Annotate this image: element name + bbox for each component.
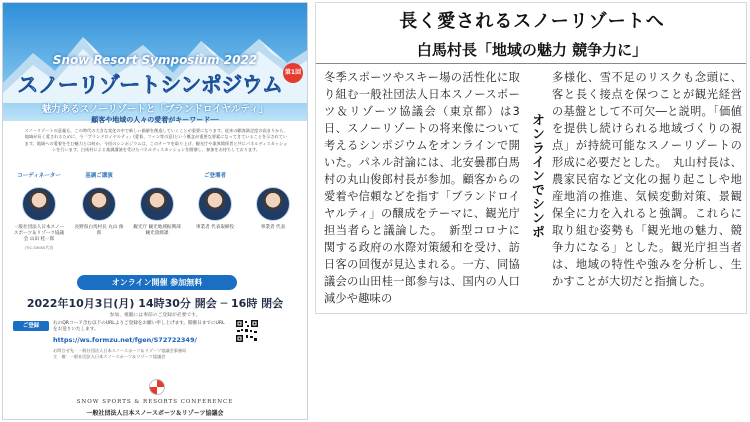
speaker-name: 一般社団法人日本スノースポーツ＆リゾーツ協議会 山田 桂一郎 <box>13 225 65 242</box>
speaker-role: ご登壇者 <box>203 173 226 179</box>
poster-subtitle-en: Snow Resort Symposium 2022 <box>52 53 258 67</box>
first-edition-badge: 第1回 <box>283 63 303 83</box>
speaker-card <box>131 171 183 271</box>
headline-divider <box>316 63 747 64</box>
speaker-role: 基調ご講演 <box>85 173 113 179</box>
speaker-card <box>247 171 299 271</box>
speaker-name: 事業者 代表 <box>260 225 286 230</box>
register-instructions: 右のQRコード含む以下のURLよりご登録をお願い申し上げます。開催日までにURLをお送りいたします。 <box>53 321 225 332</box>
speaker-name: 長野県白馬村長 丸山 俊郎 <box>74 225 124 236</box>
speaker-role: コーディネーター <box>17 173 61 179</box>
poster-tagline: 魅力あるスノーリゾートと「ブランドロイヤルティ」 <box>41 104 269 115</box>
contact-line: 主 催：一般社団法人日本スノースポーツ＆リゾーツ協議会 <box>53 354 166 359</box>
event-date: 2022年10月3日(月) 14時30分 開会 ─ 16時 閉会 <box>26 297 284 310</box>
speaker-avatar <box>256 187 290 221</box>
speaker-avatar <box>22 187 56 221</box>
organization-logo-icon <box>149 379 165 395</box>
speaker-card <box>13 171 65 271</box>
contact-info <box>53 348 253 360</box>
newspaper-article <box>315 2 747 314</box>
article-column-right: 多様化、雪不足のリスクも念頭に、客と長く接点を保つことが観光経営の基盤として不可欠―と説明。「価値を提供し続けられる地域づくりの視点」が持続可能なスノーリゾートの形成に必要だとした。 丸山村長は、農家民宿など文化の掘り起こしや地産地消の推進、気候変動対策、景観保全に力を入れると強調。これらに取り組む姿勢も「観光地の魅力、競争力になる」とした。観光庁担当者は、地域の特性や強みを分析し、生かすことが大切だと指摘した。 <box>552 71 742 288</box>
poster-description: スノーリゾートの意義も、この時代の大きな変化の中で新しい価値を創造していくことが重要になります。従来の顧客満足度の高まりから、地域が長く愛されるために、今「ブランドロイヤルティ」(愛着、ファン等の意)という概念が重要な要素になってきていることを示されています。地域への愛着を生む魅力とは何か。今回のシンポジウムは、このテーマを取り上げ、観光庁や業界関係者と共にパネルディスカッションを行います。白馬村による基調講演を受けたパネルディスカッションを開催し、参加をお待ちしております。 <box>24 128 288 153</box>
article-column-left: 冬季スポーツやスキー場の活性化に取り組む一般社団法人日本スノースポーツ＆リゾーツ協議会（東京都）は3日、スノーリゾートの将来像について考えるシンポジウムをオンラインで開いた。パネル討論には、北安曇郡白馬村の丸山俊郎村長が参加。顧客からの愛着や信頼などを指す「ブランドロイヤルティ」の醸成をテーマに、観光庁担当者らと議論した。 新型コロナに関する政府の水際対策緩和を受け、訪日客の回復が見込まれる。一方、同協議会の山田桂一郎参与は、国内の人口減少や趣味の <box>324 71 520 305</box>
speaker-card <box>189 171 241 271</box>
poster-tagline-sub: 顧客や地域の人々の愛着がキーワード── <box>91 116 219 124</box>
qr-code-icon[interactable] <box>235 319 259 343</box>
article-subheadline: 白馬村長「地域の魅力 競争力に」 <box>416 41 648 59</box>
register-label: ご登録 <box>13 321 49 331</box>
speaker-card <box>73 171 125 271</box>
article-vertical-label: オンラインでシンポ <box>529 113 544 239</box>
organization-name-jp: 一般社団法人日本スノースポーツ＆リゾーツ協議会 <box>86 410 224 417</box>
contact-line: お問合せ先：一般社団法人日本スノースポーツ＆リゾーツ協議会事務局 <box>53 348 187 353</box>
speaker-name: 観光庁 観光地域振興部 観光資源課 <box>133 225 181 236</box>
registration-link[interactable]: https://ws.formzu.net/fgen/S72722349/ <box>53 336 197 344</box>
speaker-role <box>131 171 183 181</box>
blank-area <box>315 316 747 420</box>
speaker-role <box>247 171 299 181</box>
speaker-avatar <box>82 187 116 221</box>
online-free-badge: オンライン開催 参加無料 <box>77 275 237 290</box>
speaker-note: JTIC.SWISS代表 <box>24 245 54 250</box>
speaker-name: 事業者 代表取締役 <box>195 225 235 230</box>
speaker-avatar <box>140 187 174 221</box>
poster-title: スノーリゾートシンポジウム <box>17 73 283 97</box>
speaker-list <box>13 171 303 271</box>
symposium-poster <box>2 2 308 420</box>
registration-required-note: 参加、視聴には事前のご登録が必要です。 <box>109 313 201 318</box>
organization-name-en: SNOW SPORTS & RESORTS CONFERENCE <box>76 399 234 405</box>
speaker-avatar <box>198 187 232 221</box>
article-headline: 長く愛されるスノーリゾートへ <box>399 11 665 32</box>
